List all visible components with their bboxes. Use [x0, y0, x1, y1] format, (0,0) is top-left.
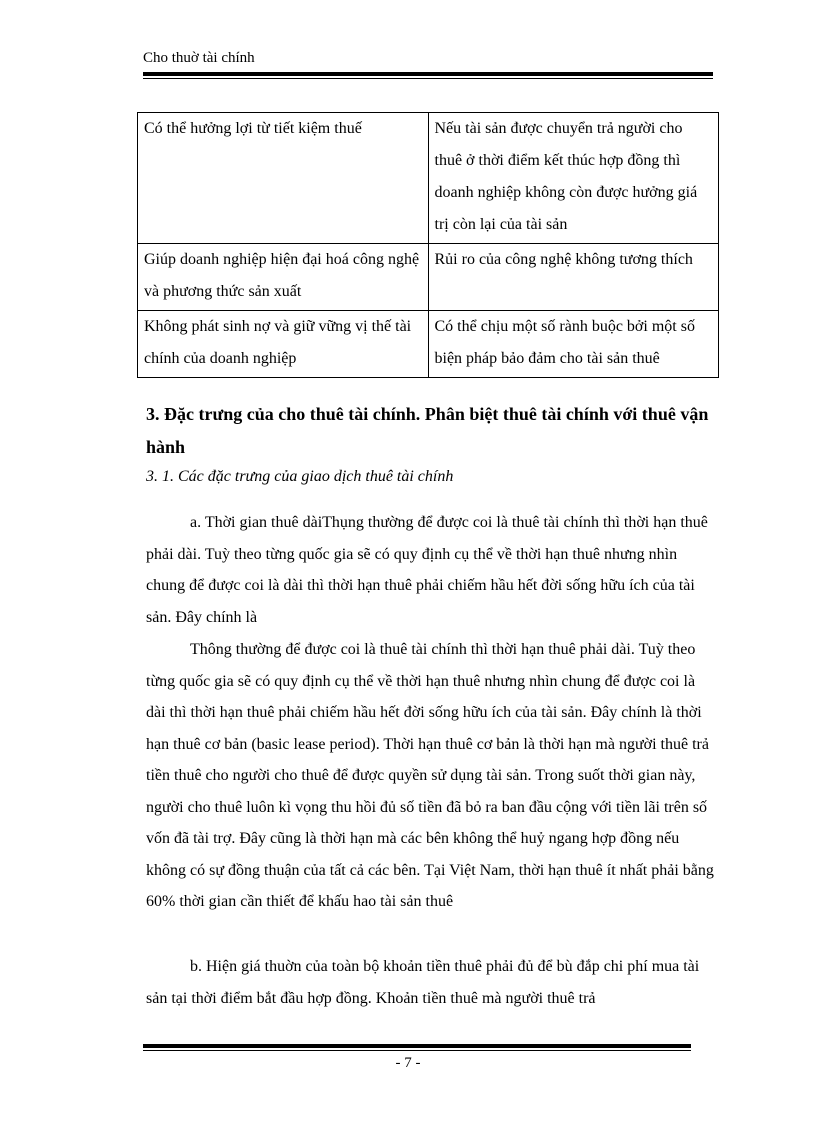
table-row: [138, 113, 719, 244]
page-number: - 7 -: [395, 1055, 421, 1071]
section-heading: 3. Đặc trưng của cho thuê tài chính. Phân biệt thuê tài chính với thuê vận hành: [146, 404, 709, 457]
comparison-table: [137, 112, 719, 378]
table-cell: Nếu tài sản được chuyển trả người cho thuê ở thời điểm kết thúc hợp đồng thì doanh nghiệp không còn được hưởng giá trị còn lại của tài sản: [428, 113, 719, 244]
table-cell: Không phát sinh nợ và giữ vững vị thế tài chính của doanh nghiệp: [138, 311, 429, 378]
paragraph: a. Thời gian thuê dàiThụng thường để được coi là thuê tài chính thì thời hạn thuê phải dài. Tuỳ theo từng quốc gia sẽ có quy định cụ thể về thời hạn thuê nhưng nhìn chung để được coi là dài thì thời hạn thuê phải chiếm hầu hết đời sống hữu ích của tài sản. Đây chính là: [146, 514, 708, 626]
subsection-heading: 3. 1. Các đặc trưng của giao dịch thuê tài chính: [146, 468, 454, 485]
header-rule-thin: [143, 78, 713, 79]
header-rule-thick: [143, 72, 713, 76]
table-row: [138, 244, 719, 311]
table-cell: Giúp doanh nghiệp hiện đại hoá công nghệ và phương thức sản xuất: [138, 244, 429, 311]
footer-rule-thin: [143, 1050, 691, 1051]
paragraph: b. Hiện giá thuờn của toàn bộ khoản tiền thuê phải đủ để bù đắp chi phí mua tài sản tại thời điểm bắt đầu hợp đồng. Khoản tiền thuê mà người thuê trả: [146, 958, 700, 1007]
footer-rule-thick: [143, 1044, 691, 1048]
table-cell: Có thể chịu một số rành buộc bởi một số biện pháp bảo đảm cho tài sản thuê: [428, 311, 719, 378]
table-cell: Có thể hưởng lợi từ tiết kiệm thuế: [138, 113, 429, 244]
table-cell: Rủi ro của công nghệ không tương thích: [428, 244, 719, 311]
paragraph: Thông thường để được coi là thuê tài chính thì thời hạn thuê phải dài. Tuỳ theo từng quốc gia sẽ có quy định cụ thể về thời hạn thuê nhưng nhìn chung để được coi là dài thì thời hạn thuê phải chiếm hầu hết đời sống hữu ích của tài sản. Đây chính là thời hạn thuê cơ bản (basic lease period). Thời hạn thuê cơ bản là thời hạn mà người thuê trả tiền thuê cho người cho thuê để được quyền sử dụng tài sản. Trong suốt thời gian này, người cho thuê luôn kì vọng thu hồi đủ số tiền đã bỏ ra ban đầu cộng với tiền lãi trên số vốn đã tài trợ. Đây cũng là thời hạn mà các bên không thể huỷ ngang hợp đồng nếu không có sự đồng thuận của tất cả các bên. Tại Việt Nam, thời hạn thuê ít nhất phải bằng 60% thời gian cần thiết để khấu hao tài sản thuê: [146, 641, 714, 910]
table-row: [138, 311, 719, 378]
running-header: Cho thuờ tài chính: [143, 50, 255, 66]
